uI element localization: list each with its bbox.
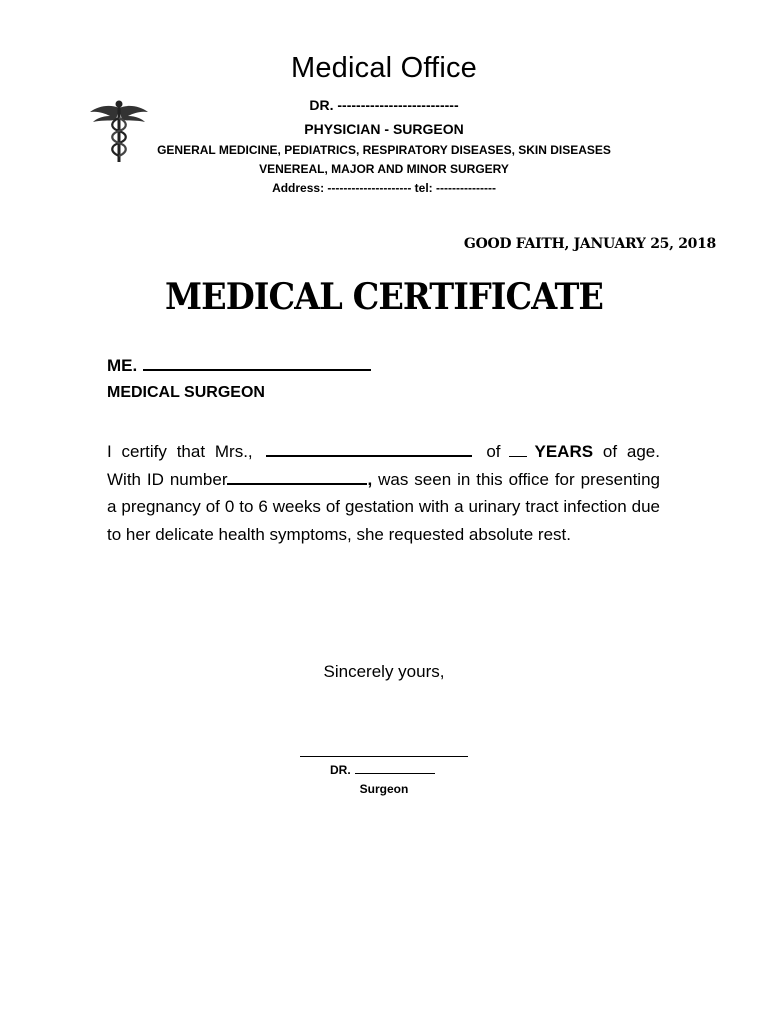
specialties-line-1: GENERAL MEDICINE, PEDIATRICS, RESPIRATORY DISEASES, SKIN DISEASES (157, 143, 611, 157)
id-number-blank (227, 469, 367, 485)
physician-title: PHYSICIAN - SURGEON (304, 121, 464, 137)
body-part-1: I certify that Mrs., (107, 442, 253, 461)
signature-doctor (330, 763, 435, 777)
id-suffix: , (367, 469, 373, 489)
age-blank (509, 442, 527, 457)
specialties-line-2: VENEREAL, MAJOR AND MINOR SURGERY (259, 162, 509, 176)
certificate-body (107, 438, 660, 548)
me-label: ME. (107, 356, 138, 375)
signature-line (300, 756, 468, 757)
body-part-3: of age. With ID number (107, 442, 660, 489)
office-title: Medical Office (290, 52, 477, 84)
body-part-4: was seen in this office for presenting a pregnancy of 0 to 6 weeks of gestation with a urinary tract infection due to her delicate health symptoms, she requested absolute rest. (107, 469, 660, 544)
recipient-me (107, 355, 371, 376)
doctor-line: DR. -------------------------- (309, 97, 459, 113)
signature-dr-blank (355, 763, 435, 774)
signature-dr-label: DR. (330, 763, 351, 777)
recipient-role: MEDICAL SURGEON (107, 384, 265, 401)
patient-name-blank (266, 441, 472, 457)
certificate-title: MEDICAL CERTIFICATE (164, 276, 604, 318)
signature-role (0, 782, 768, 796)
signature-role-label: Surgeon (359, 782, 409, 796)
date-line: GOOD FAITH, JANUARY 25, 2018 (463, 236, 716, 252)
body-part-2: of (486, 442, 501, 461)
years-label: YEARS (534, 442, 594, 461)
sincerely-text: Sincerely yours, (323, 662, 445, 681)
recipient-name-blank (143, 355, 371, 371)
address-line: Address: --------------------- tel: --------------- (272, 181, 496, 195)
